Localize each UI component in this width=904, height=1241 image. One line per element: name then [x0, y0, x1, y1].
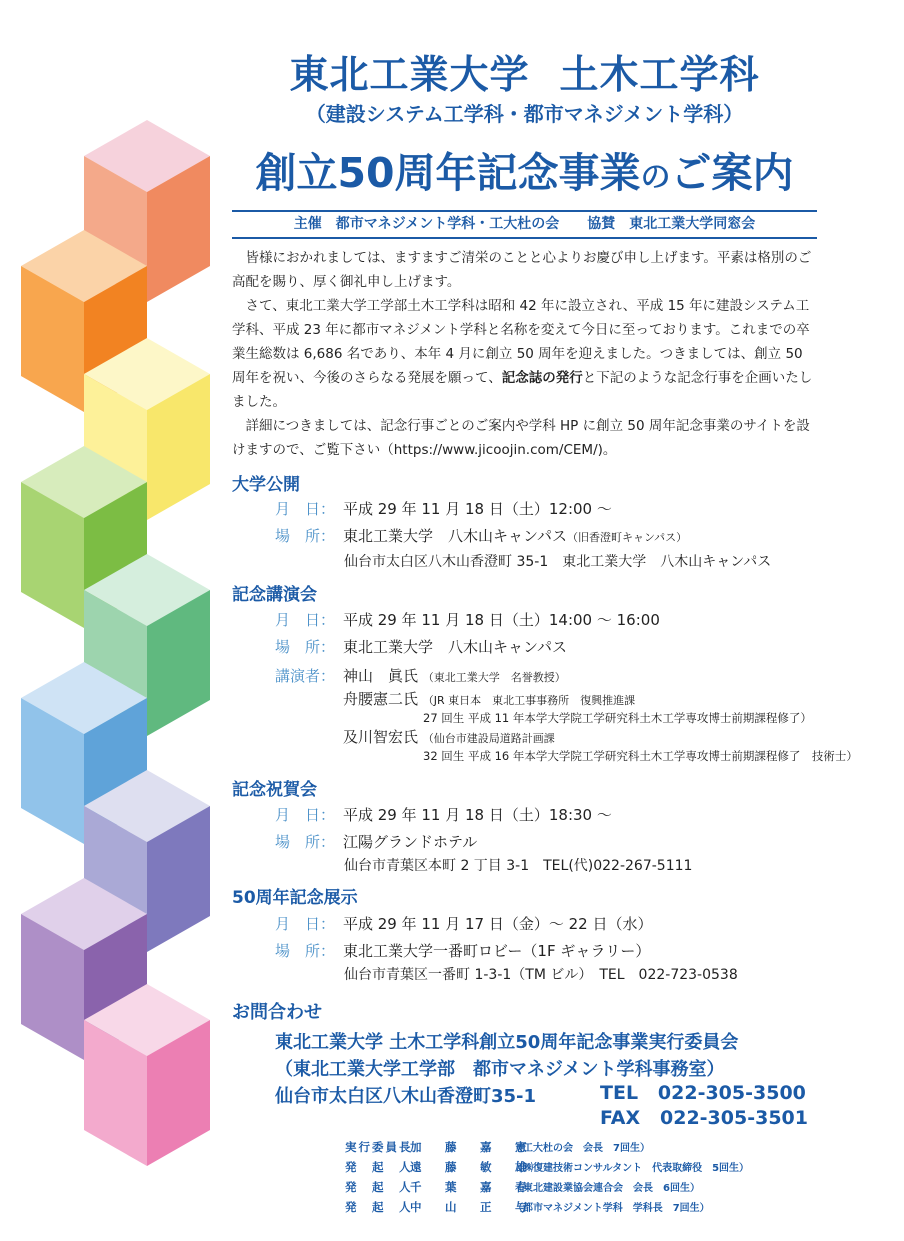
contact-committee: 東北工業大学 土木工学科創立50周年記念事業実行委員会 [275, 1032, 739, 1053]
sponsor-bar [232, 210, 817, 239]
party-date: 月 日： 平成 29 年 11 月 18 日（土）18:30 〜 [275, 806, 612, 824]
lecture-speaker-2: 舟腰憲二氏 （JR 東日本 東北工事事務所 復興推進課 [343, 690, 636, 708]
section-heading-contact: お問合わせ [232, 1002, 322, 1023]
lecture-speaker-1: 講演者： 神山 眞氏 （東北工業大学 名誉教授） [275, 667, 566, 685]
contact-tel: TEL 022-305-3500 [600, 1082, 806, 1104]
decorative-cube-column [0, 0, 230, 1241]
department-name: 土木工学科 [559, 53, 760, 98]
intro-paragraph-2: さて、東北工業大学工学部土木工学科は昭和 42 年に設立され、平成 15 年に建設システム工学科、平成 23 年に都市マネジメント学科と名称を変えて今日に至っております。これまでの卒業生総数は 6,686 名であり、本年 4 月に創立 50 周年を迎えました。つきましては、創立 50 周年を祝い、今後のさらなる発展を願って、記念誌の発行と下記のような記念行事を企画いたしました。 [232, 298, 813, 410]
lecture-date: 月 日： 平成 29 年 11 月 18 日（土）14:00 〜 16:00 [275, 611, 660, 629]
contact-fax: FAX 022-305-3501 [600, 1107, 808, 1129]
support-text: 協賛 東北工業大学同窓会 [587, 216, 756, 232]
exhibit-address: 仙台市青葉区一番町 1-3-1（TM ビル） TEL 022-723-0538 [344, 967, 738, 983]
lecture-speaker-2-detail: 27 回生 平成 11 年本学大学院工学研究科土木工学専攻博士前期課程修了） [423, 711, 812, 725]
section-heading-party: 記念祝賀会 [232, 780, 317, 800]
lecture-speaker-3: 及川智宏氏 （仙台市建設局道路計画課 [343, 728, 555, 746]
committee-row: 発 起 人千 葉 嘉 春（東北建設業協会連合会 会長 6回生） [345, 1180, 700, 1194]
section-heading-lecture: 記念講演会 [232, 585, 317, 605]
contact-office: （東北工業大学工学部 都市マネジメント学科事務室） [275, 1059, 725, 1080]
open-campus-address: 仙台市太白区八木山香澄町 35-1 東北工業大学 八木山キャンパス [344, 554, 772, 570]
lecture-speaker-3-detail: 32 回生 平成 16 年本学大学院工学研究科土木工学専攻博士前期課程修了 技術士） [423, 749, 858, 763]
university-title [232, 44, 817, 100]
open-campus-place: 場 所： 東北工業大学 八木山キャンパス（旧香澄町キャンパス） [275, 527, 688, 545]
committee-row: 発 起 人中 山 正 与（都市マネジメント学科 学科長 7回生） [345, 1200, 710, 1214]
open-campus-date: 月 日： 平成 29 年 11 月 18 日（土）12:00 〜 [275, 500, 612, 518]
contact-address: 仙台市太白区八木山香澄町35-1 [275, 1086, 537, 1107]
department-subtitle: （建設システム工学科・都市マネジメント学科） [305, 102, 744, 126]
committee-row: 発 起 人遠 藤 敏 雄（㈱復建技術コンサルタント 代表取締役 5回生） [345, 1160, 750, 1174]
host-text: 主催 都市マネジメント学科・工大杜の会 [293, 216, 560, 232]
section-heading-open-campus: 大学公開 [232, 475, 300, 495]
lecture-place: 場 所： 東北工業大学 八木山キャンパス [275, 638, 567, 656]
section-heading-exhibit: 50周年記念展示 [232, 888, 358, 908]
party-place: 場 所： 江陽グランドホテル [275, 833, 478, 851]
exhibit-place: 場 所： 東北工業大学一番町ロビー（1F ギャラリー） [275, 942, 651, 960]
intro-paragraph-3: 詳細につきましては、記念行事ごとのご案内や学科 HP に創立 50 周年記念事業のサイトを設けますので、ご覧下さい（https://www.jicoojin.com/CEM/)。 [232, 418, 810, 458]
committee-row: 実行委員長加 藤 嘉 憲（工大杜の会 会長 7回生） [345, 1140, 650, 1154]
party-address: 仙台市青葉区本町 2 丁目 3-1 TEL(代)022-267-5111 [344, 858, 693, 874]
university-name: 東北工業大学 [289, 53, 530, 98]
exhibit-date: 月 日： 平成 29 年 11 月 17 日（金）〜 22 日（水） [275, 915, 653, 933]
intro-text [232, 246, 817, 462]
event-title: 創立50周年記念事業のご案内 [255, 149, 794, 197]
intro-paragraph-1: 皆様におかれましては、ますますご清栄のことと心よりお慶び申し上げます。平素は格別のご高配を賜り、厚く御礼申し上げます。 [232, 250, 812, 290]
